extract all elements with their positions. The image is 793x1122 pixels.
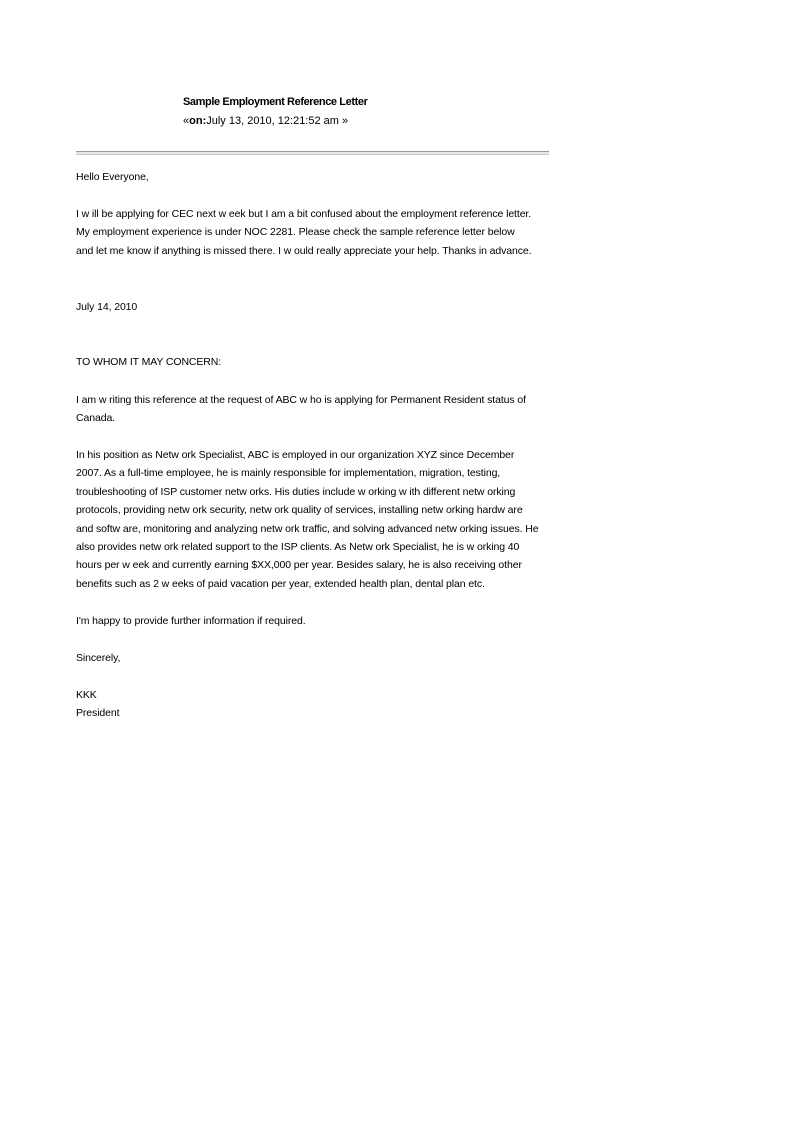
paragraph-line: 2007. As a full-time employee, he is mainly responsible for implementation, migration, testing, bbox=[76, 467, 501, 480]
intro-line: and let me know if anything is missed there. I w ould really appreciate your help. Thanks in advance. bbox=[76, 244, 532, 257]
letter-closing bbox=[76, 649, 556, 667]
salutation-text: TO WHOM IT MAY CONCERN: bbox=[76, 356, 222, 368]
post-meta bbox=[183, 113, 543, 129]
paragraph-line: I'm happy to provide further information if required. bbox=[76, 615, 306, 627]
letter-date bbox=[76, 298, 556, 316]
signer-name: KKK bbox=[76, 689, 97, 701]
letter-date-text: July 14, 2010 bbox=[76, 301, 138, 313]
signer-title: President bbox=[76, 707, 120, 720]
paragraph-line: protocols, providing netw ork security, netw ork quality of services, installing netw orking hardw are bbox=[76, 504, 523, 517]
meta-close-quote: » bbox=[342, 115, 349, 127]
letter-signature bbox=[76, 686, 556, 723]
paragraph-line: Canada. bbox=[76, 412, 115, 425]
intro-paragraph bbox=[76, 205, 556, 260]
letter-salutation bbox=[76, 353, 556, 371]
paragraph-line: I am w riting this reference at the request of ABC w ho is applying for Permanent Resident status of bbox=[76, 394, 526, 406]
paragraph-line: In his position as Netw ork Specialist, ABC is employed in our organization XYZ since December bbox=[76, 449, 515, 461]
post-header bbox=[183, 94, 543, 129]
post-title: Sample Employment Reference Letter bbox=[183, 96, 368, 108]
meta-date: July 13, 2010, 12:21:52 am bbox=[206, 115, 339, 127]
header-divider bbox=[76, 151, 549, 155]
intro-line: My employment experience is under NOC 2281. Please check the sample reference letter below bbox=[76, 226, 515, 239]
meta-on-label: on: bbox=[189, 115, 207, 127]
paragraph-line: and softw are, monitoring and analyzing netw ork traffic, and solving advanced netw orking issues. He bbox=[76, 522, 539, 535]
letter-paragraph-3 bbox=[76, 612, 556, 630]
paragraph-line: also provides netw ork related support to the ISP clients. As Netw ork Specialist, he is w orking 40 bbox=[76, 541, 520, 554]
paragraph-line: troubleshooting of ISP customer netw orks. His duties include w orking w ith different netw orking bbox=[76, 485, 516, 498]
paragraph-line: hours per w eek and currently earning $XX,000 per year. Besides salary, he is also receiving other bbox=[76, 559, 522, 572]
meta-open-quote: « bbox=[183, 115, 190, 127]
letter-paragraph-1 bbox=[76, 391, 556, 428]
closing-text: Sincerely, bbox=[76, 652, 121, 664]
letter-paragraph-2 bbox=[76, 446, 556, 593]
greeting bbox=[76, 168, 556, 186]
greeting-text: Hello Everyone, bbox=[76, 171, 149, 183]
intro-line: I w ill be applying for CEC next w eek but I am a bit confused about the employment reference letter. bbox=[76, 208, 532, 220]
paragraph-line: benefits such as 2 w eeks of paid vacation per year, extended health plan, dental plan etc. bbox=[76, 577, 485, 590]
